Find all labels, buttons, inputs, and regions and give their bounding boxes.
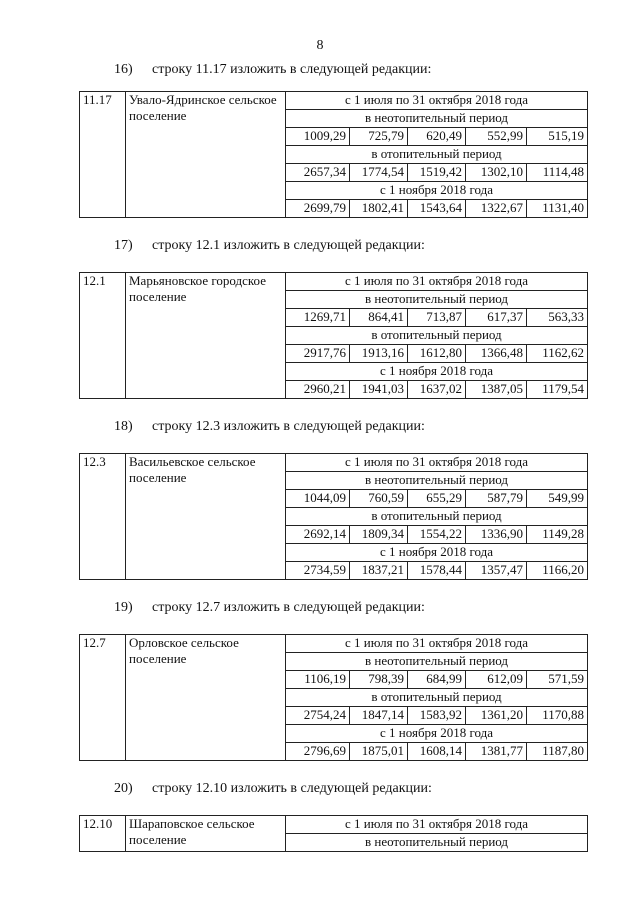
- value-cell: 864,41: [350, 309, 408, 327]
- value-cell: 1519,42: [408, 164, 466, 182]
- period-non-heating: в неотопительный период: [286, 291, 588, 309]
- value-cell: 713,87: [408, 309, 466, 327]
- period-header: с 1 июля по 31 октября 2018 года: [286, 454, 588, 472]
- settlement-name: Марьяновское городское поселение: [126, 273, 286, 399]
- value-cell: 1381,77: [466, 743, 527, 761]
- instruction-number: 19): [114, 600, 133, 615]
- row-code: 12.10: [80, 816, 126, 852]
- value-cell: 2796,69: [286, 743, 350, 761]
- value-cell: 1387,05: [466, 381, 527, 399]
- period-november: с 1 ноября 2018 года: [286, 725, 588, 743]
- period-header: с 1 июля по 31 октября 2018 года: [286, 92, 588, 110]
- value-cell: 1131,40: [527, 200, 588, 218]
- value-cell: 1583,92: [408, 707, 466, 725]
- tariff-table-11-17: [79, 91, 588, 218]
- instruction-number: 16): [114, 62, 133, 77]
- instruction-18: [114, 419, 425, 435]
- tariff-table-12-10: [79, 815, 588, 852]
- value-cell: 1578,44: [408, 562, 466, 580]
- value-cell: 1774,54: [350, 164, 408, 182]
- instruction-text: строку 12.7 изложить в следующей редакции:: [152, 600, 425, 615]
- value-cell: 617,37: [466, 309, 527, 327]
- instruction-text: строку 12.1 изложить в следующей редакции:: [152, 238, 425, 253]
- period-heating: в отопительный период: [286, 508, 588, 526]
- value-cell: 760,59: [350, 490, 408, 508]
- value-cell: 587,79: [466, 490, 527, 508]
- value-cell: 1875,01: [350, 743, 408, 761]
- period-non-heating: в неотопительный период: [286, 110, 588, 128]
- period-heating: в отопительный период: [286, 327, 588, 345]
- settlement-name: Васильевское сельское поселение: [126, 454, 286, 580]
- value-cell: 1802,41: [350, 200, 408, 218]
- value-cell: 1166,20: [527, 562, 588, 580]
- value-cell: 684,99: [408, 671, 466, 689]
- value-cell: 2699,79: [286, 200, 350, 218]
- row-code: 12.3: [80, 454, 126, 580]
- instruction-number: 20): [114, 781, 133, 796]
- value-cell: 552,99: [466, 128, 527, 146]
- value-cell: 1837,21: [350, 562, 408, 580]
- settlement-name: Орловское сельское поселение: [126, 635, 286, 761]
- instruction-number: 17): [114, 238, 133, 253]
- value-cell: 1044,09: [286, 490, 350, 508]
- value-cell: 2692,14: [286, 526, 350, 544]
- value-cell: 515,19: [527, 128, 588, 146]
- value-cell: 2657,34: [286, 164, 350, 182]
- instruction-text: строку 12.3 изложить в следующей редакции:: [152, 419, 425, 434]
- value-cell: 1361,20: [466, 707, 527, 725]
- page-number: 8: [316, 38, 324, 53]
- value-cell: 1608,14: [408, 743, 466, 761]
- instruction-20: [114, 781, 432, 797]
- period-november: с 1 ноября 2018 года: [286, 544, 588, 562]
- value-cell: 1366,48: [466, 345, 527, 363]
- value-cell: 1612,80: [408, 345, 466, 363]
- row-code: 12.7: [80, 635, 126, 761]
- period-header: с 1 июля по 31 октября 2018 года: [286, 273, 588, 291]
- period-header: с 1 июля по 31 октября 2018 года: [286, 635, 588, 653]
- instruction-19: [114, 600, 425, 616]
- value-cell: 612,09: [466, 671, 527, 689]
- value-cell: 1809,34: [350, 526, 408, 544]
- instruction-number: 18): [114, 419, 133, 434]
- period-heating: в отопительный период: [286, 689, 588, 707]
- period-non-heating: в неотопительный период: [286, 653, 588, 671]
- value-cell: 1357,47: [466, 562, 527, 580]
- value-cell: 1847,14: [350, 707, 408, 725]
- tariff-table-12-3: [79, 453, 588, 580]
- value-cell: 1106,19: [286, 671, 350, 689]
- value-cell: 1336,90: [466, 526, 527, 544]
- value-cell: 1170,88: [527, 707, 588, 725]
- period-non-heating: в неотопительный период: [286, 834, 588, 852]
- period-heating: в отопительный период: [286, 146, 588, 164]
- value-cell: 1941,03: [350, 381, 408, 399]
- value-cell: 1269,71: [286, 309, 350, 327]
- value-cell: 563,33: [527, 309, 588, 327]
- period-november: с 1 ноября 2018 года: [286, 363, 588, 381]
- value-cell: 725,79: [350, 128, 408, 146]
- period-non-heating: в неотопительный период: [286, 472, 588, 490]
- value-cell: 2754,24: [286, 707, 350, 725]
- value-cell: 1913,16: [350, 345, 408, 363]
- value-cell: 798,39: [350, 671, 408, 689]
- value-cell: 1149,28: [527, 526, 588, 544]
- period-november: с 1 ноября 2018 года: [286, 182, 588, 200]
- value-cell: 655,29: [408, 490, 466, 508]
- instruction-17: [114, 238, 425, 254]
- value-cell: 1543,64: [408, 200, 466, 218]
- value-cell: 1179,54: [527, 381, 588, 399]
- settlement-name: Шараповское сельское поселение: [126, 816, 286, 852]
- value-cell: 549,99: [527, 490, 588, 508]
- instruction-16: [114, 62, 431, 78]
- value-cell: 2960,21: [286, 381, 350, 399]
- row-code: 12.1: [80, 273, 126, 399]
- value-cell: 1554,22: [408, 526, 466, 544]
- settlement-name: Увало-Ядринское сельское поселение: [126, 92, 286, 218]
- value-cell: 620,49: [408, 128, 466, 146]
- instruction-text: строку 12.10 изложить в следующей редакции:: [152, 781, 432, 796]
- value-cell: 1162,62: [527, 345, 588, 363]
- value-cell: 1322,67: [466, 200, 527, 218]
- value-cell: 1009,29: [286, 128, 350, 146]
- value-cell: 1114,48: [527, 164, 588, 182]
- period-header: с 1 июля по 31 октября 2018 года: [286, 816, 588, 834]
- row-code: 11.17: [80, 92, 126, 218]
- value-cell: 1302,10: [466, 164, 527, 182]
- tariff-table-12-1: [79, 272, 588, 399]
- tariff-table-12-7: [79, 634, 588, 761]
- value-cell: 1187,80: [527, 743, 588, 761]
- value-cell: 1637,02: [408, 381, 466, 399]
- instruction-text: строку 11.17 изложить в следующей редакции:: [152, 62, 432, 77]
- value-cell: 2734,59: [286, 562, 350, 580]
- value-cell: 2917,76: [286, 345, 350, 363]
- value-cell: 571,59: [527, 671, 588, 689]
